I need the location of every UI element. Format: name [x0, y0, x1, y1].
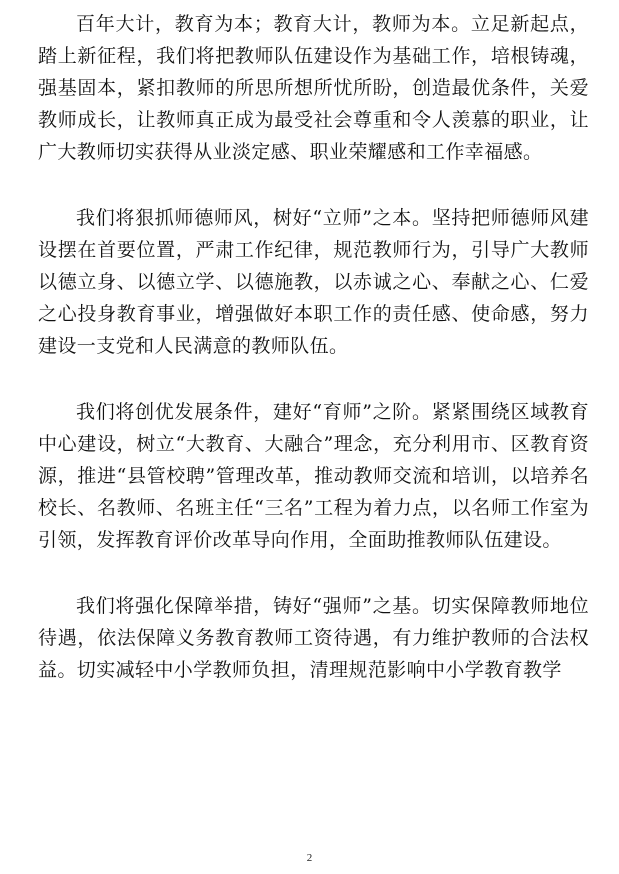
paragraph-3: 我们将创优发展条件，建好“育师”之阶。紧紧围绕区域教育中心建设，树立“大教育、大融合”理念，充分利用市、区教育资源，推进“县管校聘”管理改革，推动教师交流和培训，以培养名校长、名教师、名班主任“三名”工程为着力点，以名师工作室为引领，发挥教育评价改革导向作用，全面助推教师队伍建设。: [38, 401, 589, 551]
paragraph-1: 百年大计，教育为本；教育大计，教师为本。立足新起点，踏上新征程，我们将把教师队伍建设作为基础工作，培根铸魂，强基固本，紧扣教师的所思所想所忧所盼，创造最优条件，关爱教师成长，让教师真正成为最受社会尊重和令人羡慕的职业，让广大教师切实获得从业淡定感、职业荣耀感和工作幸福感。: [38, 13, 589, 163]
paragraph-4: 我们将强化保障举措，铸好“强师”之基。切实保障教师地位待遇，依法保障义务教育教师工资待遇，有力维护教师的合法权益。切实减轻中小学教师负担，清理规范影响中小学教育教学: [38, 595, 589, 681]
paragraph-2: 我们将狠抓师德师风，树好“立师”之本。坚持把师德师风建设摆在首要位置，严肃工作纪律，规范教师行为，引导广大教师以德立身、以德立学、以德施教，以赤诚之心、奉献之心、仁爱之心投身教育事业，增强做好本职工作的责任感、使命感，努力建设一支党和人民满意的教师队伍。: [38, 207, 589, 357]
page-number: 2: [306, 852, 313, 864]
